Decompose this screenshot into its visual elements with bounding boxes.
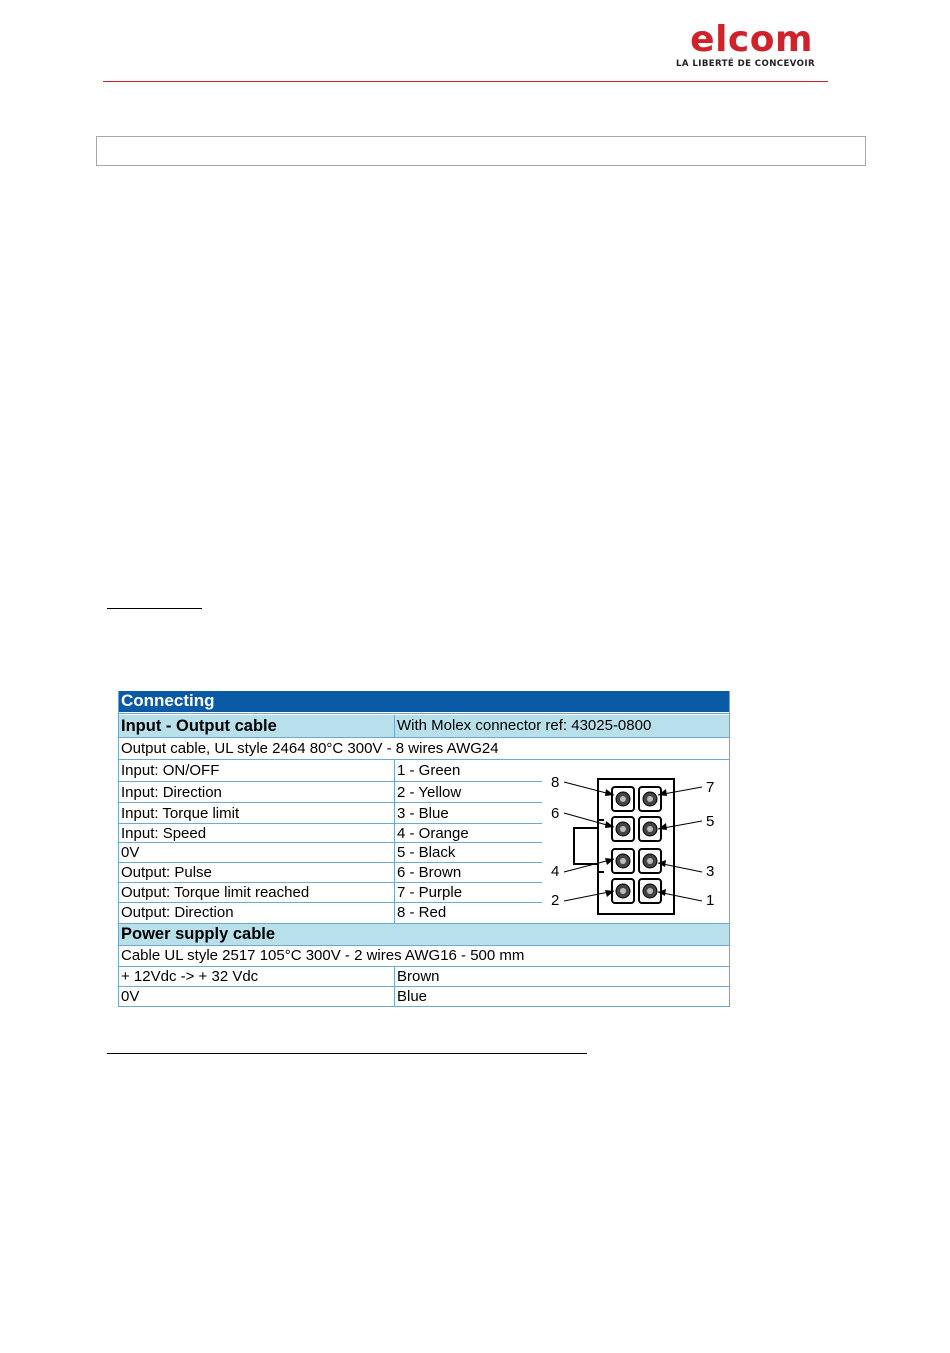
pin-label-8: 8 [551,775,560,791]
table-row-wire: Blue [397,988,428,1005]
section-underline [107,608,202,609]
table-row-wire: 3 - Blue [397,805,449,822]
grid-line [118,842,542,843]
title-box [96,136,866,166]
table-row-signal: + 12Vdc -> + 32 Vdc [121,968,259,985]
logo-wordmark: elcom [690,19,813,60]
table-row-wire: 8 - Red [397,904,447,921]
table-row-wire: 7 - Purple [397,884,463,901]
table-row-signal: Output: Direction [121,904,234,921]
grid-line [118,1006,730,1007]
table-row-wire: 4 - Orange [397,825,469,842]
pin-label-3: 3 [706,863,715,880]
table-row-wire: 2 - Yellow [397,784,462,801]
grid-line [118,862,542,863]
table-row-signal: 0V [121,844,140,861]
table-row-signal: Input: Direction [121,784,222,801]
table-row-signal: Input: ON/OFF [121,762,220,779]
grid-line [118,902,542,903]
grid-line [118,713,730,714]
table-title: Connecting [118,691,730,712]
header-divider [103,81,828,82]
grid-line [118,945,730,946]
connector-latch [574,828,598,864]
grid-line [118,986,730,987]
table-row-signal: Output: Torque limit reached [121,884,310,901]
logo-tagline: LA LIBERTÉ DE CONCEVOIR [676,59,815,69]
grid-line [118,966,730,967]
grid-line [729,691,730,1007]
table-row-signal: Input: Speed [121,825,207,842]
grid-line [118,923,730,924]
grid-line [118,691,119,1007]
grid-line [118,781,542,782]
table-row-wire: 1 - Green [397,762,461,779]
pin-label-4: 4 [551,863,560,880]
table-row-signal: Output: Pulse [121,864,212,881]
power-cable-heading: Power supply cable [118,923,730,945]
elcom-logo [655,19,815,69]
io-cable-spec: Output cable, UL style 2464 80°C 300V - 8 wires AWG24 [121,740,499,757]
pin-label-2: 2 [551,892,560,909]
table-row-wire: Brown [397,968,440,985]
pin-label-7: 7 [706,779,715,796]
section-underline-long [107,1053,587,1054]
pin-label-6: 6 [551,805,560,822]
grid-line [394,759,395,923]
grid-line [118,802,542,803]
grid-line [118,882,542,883]
io-cable-heading: Input - Output cable [118,715,394,737]
grid-line [118,737,730,738]
io-connector-ref: With Molex connector ref: 43025-0800 [394,715,730,737]
molex-connector-diagram [544,775,728,923]
table-row-wire: 6 - Brown [397,864,462,881]
table-row-signal: 0V [121,988,140,1005]
pin-label-5: 5 [706,813,715,830]
grid-line [118,759,730,760]
pin-label-1: 1 [706,892,715,909]
grid-line [394,715,395,737]
table-row-signal: Input: Torque limit [121,805,240,822]
power-cable-spec: Cable UL style 2517 105°C 300V - 2 wires AWG16 - 500 mm [121,947,525,964]
table-row-wire: 5 - Black [397,844,456,861]
grid-line [118,823,542,824]
connecting-table [118,691,730,1007]
